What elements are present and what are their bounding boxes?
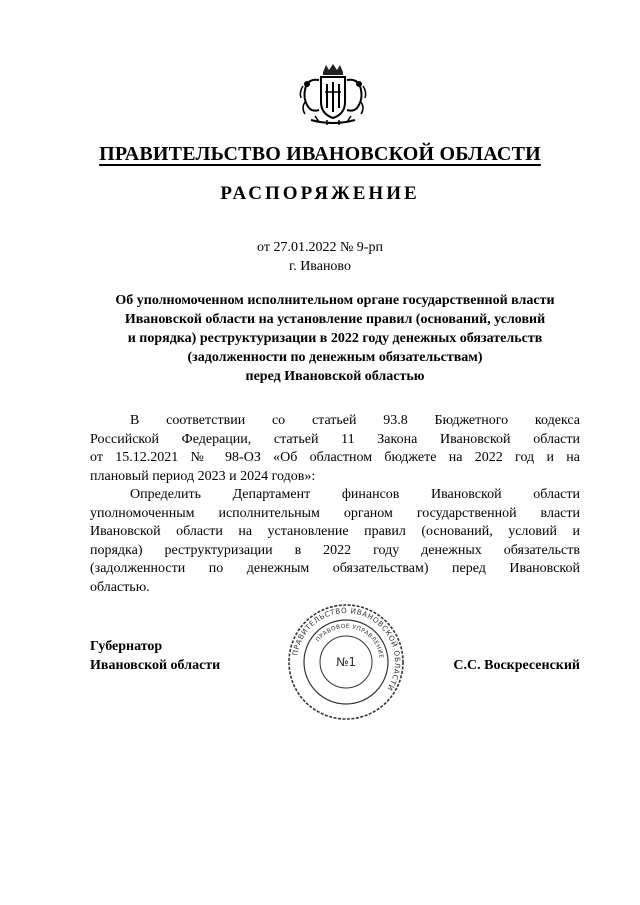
subject-line: перед Ивановской областью [245, 369, 425, 384]
seal-inner-text: ПРАВОВОЕ УПРАВЛЕНИЕ [315, 623, 384, 659]
body-line: Ивановской области на установление правил (оснований, условий и [90, 524, 580, 539]
body-paragraph-2 [90, 486, 580, 597]
body-line: В соответствии со статьей 93.8 Бюджетного кодекса [130, 413, 580, 428]
svg-text:ПРАВОВОЕ УПРАВЛЕНИЕ [315, 624, 383, 659]
body-line: от 15.12.2021 № 98-ОЗ «Об областном бюджете на 2022 год и на [90, 450, 580, 465]
seal-number: №1 [335, 655, 357, 669]
signatory-name: С.С. Воскресенский [453, 658, 580, 673]
subject-line: (задолженности по денежным обязательствам) [187, 350, 483, 365]
svg-text:ПРАВИТЕЛЬСТВО ИВАНОВСКОЙ ОБЛАС [290, 606, 402, 693]
body-line: Российской Федерации, статьей 11 Закона Ивановской области [90, 431, 580, 447]
signature-position-line: Губернатор [90, 639, 163, 654]
subject-line: Об уполномоченном исполнительном органе государственной власти [115, 293, 555, 308]
government-title-text: ПРАВИТЕЛЬСТВО ИВАНОВСКОЙ ОБЛАСТИ [99, 143, 541, 165]
body-line: плановый период 2023 и 2024 годов»: [90, 468, 316, 484]
coat-of-arms-icon [293, 62, 373, 128]
body-line: уполномоченным исполнительным органом государственной власти [90, 505, 580, 521]
subject-line: и порядка) реструктуризации в 2022 году денежных обязательств [127, 331, 543, 346]
government-title [0, 143, 640, 166]
body-paragraph-1 [90, 412, 580, 486]
body-line: (задолженности по денежным обязательствам) перед Ивановской [90, 561, 580, 576]
subject-line: Ивановской области на установление правил (оснований, условий [124, 312, 546, 327]
document-number: от 27.01.2022 № 9-рп [257, 240, 383, 255]
signature-position [90, 637, 220, 675]
signature-position-line: Ивановской области [90, 658, 221, 673]
body-line: порядка) реструктуризации в 2022 году денежных обязательств [90, 542, 580, 558]
document-city: г. Иваново [289, 259, 351, 274]
seal-outer-text: ПРАВИТЕЛЬСТВО ИВАНОВСКОЙ ОБЛАСТИ [290, 605, 403, 693]
body-line: Определить Департамент финансов Ивановской области [130, 487, 580, 502]
body-line: областью. [90, 579, 150, 595]
document-subject [90, 291, 580, 386]
document-type: РАСПОРЯЖЕНИЕ [220, 183, 420, 204]
seal-stamp [286, 602, 406, 722]
